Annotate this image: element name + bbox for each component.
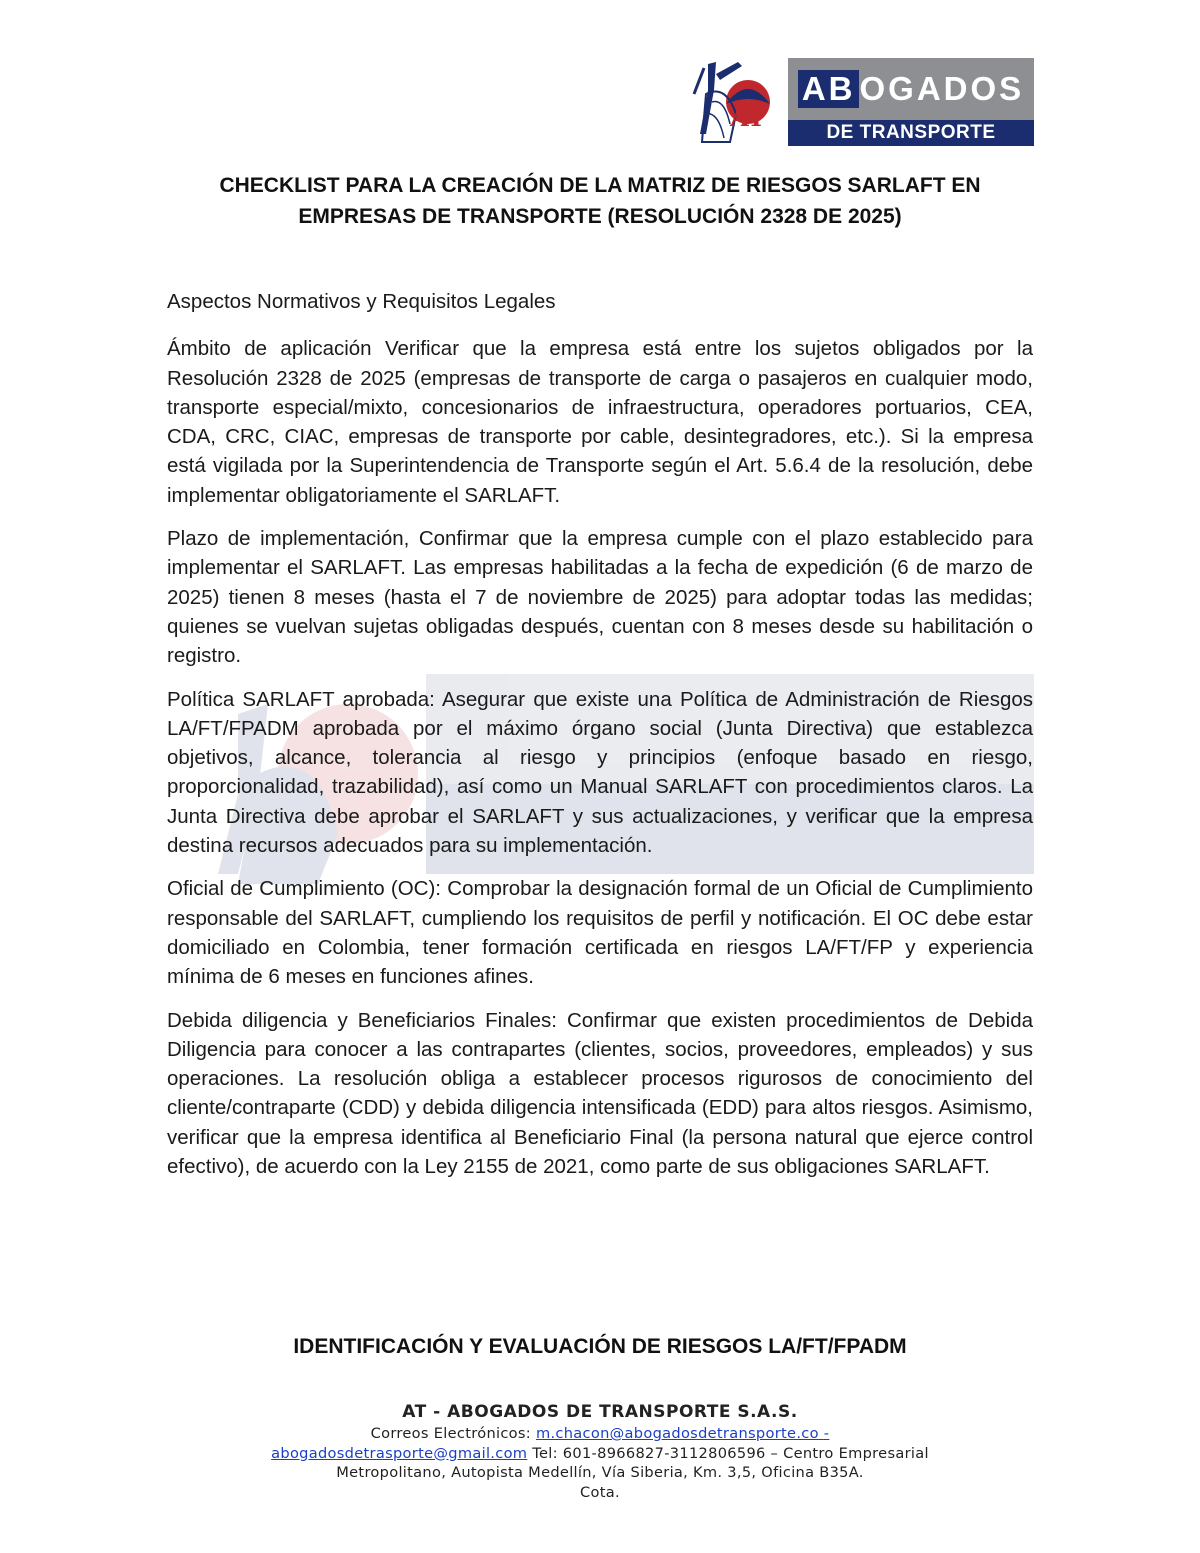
logo-ab: AB — [798, 70, 860, 108]
email-link-1[interactable]: m.chacon@abogadosdetransporte.co — [535, 1425, 824, 1442]
email-separator: - — [823, 1425, 830, 1442]
email-link-2[interactable]: abogadosdetrasporte@gmail.com — [271, 1444, 528, 1462]
footer-contact-line — [200, 1444, 1000, 1464]
paragraph-politica: Política SARLAFT aprobada: Asegurar que existe una Política de Administración de Riesgos LA/FT/FPADM aprobada por el máximo órgano social (Junta Directiva) que establezca objetivos, alcance, tolerancia al riesgo y principios (enfoque basado en riesgo, proporcionalidad, trazabilidad), así como un Manual SARLAFT con procedimientos claros. La Junta Directiva debe aprobar el SARLAFT y sus actualizaciones, y verificar que la empresa destina recursos adecuados para su implementación. — [167, 687, 1033, 858]
footer-address: Metropolitano, Autopista Medellín, Vía Siberia, Km. 3,5, Oficina B35A. — [336, 1464, 864, 1481]
paragraph-ambito: Ámbito de aplicación Verificar que la empresa está entre los sujetos obligados por la Resolución 2328 de 2025 (empresas de transporte de carga o pasajeros en cualquier modo, transporte especial/mixto, concesionarios de infraestructura, operadores portuarios, CEA, CDA, CRC, CIAC, empresas de transporte por cable, desintegradores, etc.). Si la empresa está vigilada por la Superintendencia de Transporte según el Art. 5.6.4 de la resolución, debe implementar obligatoriamente el SARLAFT. — [167, 337, 1033, 507]
paragraph-oficial: Oficial de Cumplimiento (OC): Comprobar la designación formal de un Oficial de Cumplimiento responsable del SARLAFT, cumpliendo los requisitos de perfil y notificación. El OC debe estar domiciliado en Colombia, tener formación certificada en riesgos LA/FT/FP y experiencia mínima de 6 meses en funciones afines. — [167, 877, 1033, 989]
footer-city: Cota. — [580, 1483, 620, 1501]
logo-ogados: OGADOS — [859, 70, 1025, 107]
document-body — [167, 287, 1033, 1195]
footer-phone: Tel: 601-8966827-3112806596 – Centro Empresarial — [527, 1444, 929, 1462]
logo-wordmark — [788, 58, 1034, 146]
title-line-1: CHECKLIST PARA LA CREACIÓN DE LA MATRIZ DE RIESGOS SARLAFT EN — [219, 174, 981, 197]
paragraph-plazo: Plazo de implementación, Confirmar que la empresa cumple con el plazo establecido para implementar el SARLAFT. Las empresas habilitadas a la fecha de expedición (6 de marzo de 2025) tienen 8 meses (hasta el 7 de noviembre de 2025) para adoptar todas las medidas; quienes se vuelvan sujetas obligadas después, cuentan con 8 meses desde su habilitación o registro. — [167, 527, 1033, 668]
justice-figure-icon — [686, 54, 790, 146]
paragraph-debida-diligencia: Debida diligencia y Beneficiarios Finales: Confirmar que existen procedimientos de Debida Diligencia para conocer a las contrapartes (clientes, socios, proveedores, empleados) y sus operaciones. La resolución obliga a establecer procesos rigurosos de conocimiento del cliente/contraparte (CDD) y debida diligencia intensificada (EDD) para altos riesgos. Asimismo, verificar que la empresa identifica al Beneficiario Final (la persona natural que ejerce control efectivo), de acuerdo con la Ley 2155 de 2021, como parte de sus obligaciones SARLAFT. — [167, 1008, 1033, 1179]
footer-emails-label: Correos Electrónicos: — [370, 1425, 536, 1442]
page-footer — [200, 1402, 1000, 1502]
document-title — [140, 170, 1060, 232]
footer-company: AT - ABOGADOS DE TRANSPORTE S.A.S. — [402, 1402, 798, 1422]
section-intro: Aspectos Normativos y Requisitos Legales — [167, 290, 556, 313]
logo-top-band — [788, 58, 1034, 120]
section-heading: IDENTIFICACIÓN Y EVALUACIÓN DE RIESGOS LA/FT/FPADM — [293, 1335, 907, 1358]
title-line-2: EMPRESAS DE TRANSPORTE (RESOLUCIÓN 2328 DE 2025) — [298, 205, 902, 228]
logo-initials: AT — [730, 103, 766, 132]
logo-bottom-band: DE TRANSPORTE — [788, 120, 1034, 146]
footer-emails-line — [200, 1424, 1000, 1444]
company-logo — [686, 54, 1034, 146]
